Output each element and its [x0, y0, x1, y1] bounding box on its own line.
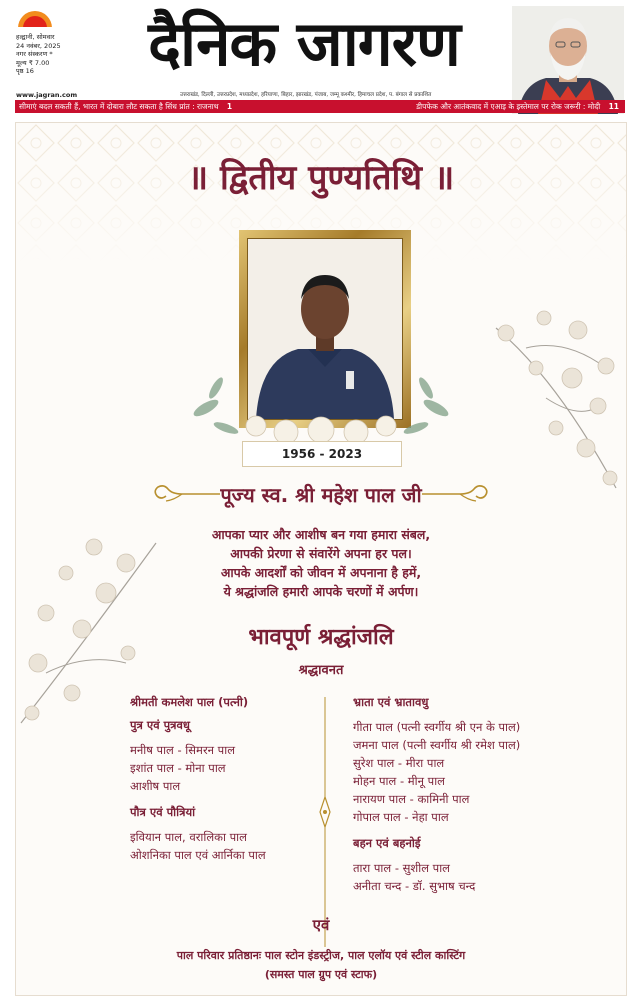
leader-portrait [512, 6, 624, 114]
ad-title: ॥ द्वितीय पुण्यतिथि ॥ [187, 158, 455, 198]
list-item: गीता पाल (पत्नी स्वर्गीय श्री एन के पाल) [353, 720, 521, 734]
list-item: तारा पाल - सुशील पाल [353, 861, 450, 875]
edition-name: नगर संस्करण * [16, 50, 53, 58]
list-item: अनीता चन्द - डॉ. सुभाष चन्द [353, 879, 476, 893]
list-item: जमना पाल (पत्नी स्वर्गीय श्री रमेश पाल) [353, 738, 521, 752]
sun-logo-icon [16, 8, 54, 30]
published-states: उत्तराखंड, दिल्ली, उत्तरप्रदेश, मध्यप्रदेश, हरियाणा, बिहार, झारखंड, पंजाब, जम्मू कश्मीर, हिमाचल प्रदेश, प. बंगाल से प्रकाशित [180, 92, 432, 98]
newspaper-title: दैनिक जागरण [148, 7, 460, 80]
list-item: आशीष पाल [130, 779, 181, 793]
list-item: इवियान पाल, वरालिका पाल [130, 830, 247, 844]
person-portrait-icon [512, 6, 624, 114]
life-years: 1956 - 2023 [242, 441, 402, 467]
page-count: पृष्ठ 16 [16, 67, 34, 75]
edition-info [16, 33, 61, 76]
headline-right-text: डीपफेक और आतंकवाद में एआइ के इस्तेमाल पर रोक जरूरी : मोदी [416, 102, 601, 111]
mourners-label: श्रद्धावनत [298, 663, 344, 678]
list-item: इशांत पाल - मोना पाल [130, 761, 226, 775]
city-day: हल्द्वानी, सोमवार [16, 33, 55, 41]
wife-name: श्रीमती कमलेश पाल (पत्नी) [130, 695, 249, 709]
and-label: एवं [312, 916, 330, 934]
deceased-name: पूज्य स्व. श्री महेश पाल जी [220, 483, 422, 507]
headline-left[interactable] [19, 100, 232, 113]
poem-line: आपकी प्रेरणा से संवारेंगे अपना हर पल। [230, 546, 412, 561]
headline-left-page: 1 [226, 102, 233, 111]
price: मूल्य ₹ 7.00 [16, 58, 50, 67]
sons-heading: पुत्र एवं पुत्रवधू [130, 718, 190, 732]
list-item: ओशनिका पाल एवं आर्निका पाल [130, 848, 266, 862]
flourish-right-icon [420, 483, 490, 505]
headline-left-text: सीमाएं बदल सकती हैं, भारत में दोबारा लौट सकता है सिंध प्रांत : राजनाथ [19, 102, 219, 111]
family-businesses [16, 946, 626, 984]
masthead [0, 0, 640, 100]
ornamental-divider-icon [319, 697, 331, 947]
list-item: मनीष पाल - सिमरन पाल [130, 743, 235, 757]
floral-branch-right-icon [486, 308, 626, 498]
list-item: सुरेश पाल - मीरा पाल [353, 756, 445, 770]
family-line: (समस्त पाल ग्रुप एवं स्टाफ) [264, 968, 378, 981]
headline-bar [15, 100, 625, 113]
headline-right[interactable] [416, 100, 619, 113]
memorial-advertisement [15, 122, 627, 996]
tribute-poem [16, 525, 626, 601]
mourners-left-column [130, 695, 330, 864]
tribute-heading: भावपूर्ण श्रद्धांजलि [248, 625, 394, 650]
flower-garland-icon [186, 368, 456, 448]
brothers-heading: भ्राता एवं भ्रातावधु [353, 695, 429, 709]
sisters-heading: बहन एवं बहनोई [353, 836, 421, 850]
headline-right-page: 11 [608, 102, 619, 111]
list-item: गोपाल पाल - नेहा पाल [353, 810, 449, 824]
list-item: नारायण पाल - कामिनी पाल [353, 792, 470, 806]
list-item: मोहन पाल - मीनू पाल [353, 774, 445, 788]
poem-line: आपके आदर्शों को जीवन में अपनाना है हमें, [220, 565, 422, 580]
poem-line: आपका प्यार और आशीष बन गया हमारा संबल, [211, 527, 431, 542]
poem-line: ये श्रद्धांजलि हमारी आपके चरणों में अर्पण। [223, 584, 419, 599]
issue-date: 24 नवंबर, 2025 [16, 41, 61, 50]
family-line: पाल परिवार प्रतिष्ठानः पाल स्टोन इंडस्ट्रीज, पाल एलॉय एवं स्टील कास्टिंग [176, 949, 466, 962]
grandchildren-heading: पौत्र एवं पौत्रियां [130, 805, 196, 819]
website-link[interactable]: www.jagran.com [16, 91, 78, 99]
mourners-right-column [353, 695, 593, 895]
